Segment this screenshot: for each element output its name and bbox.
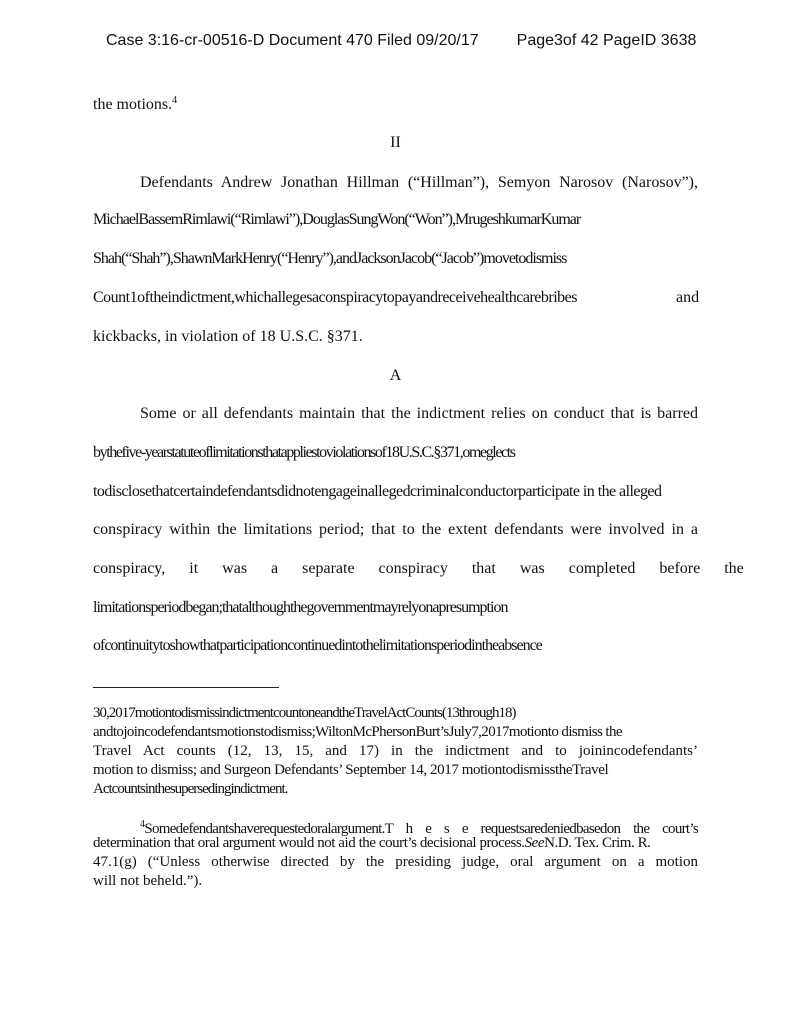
paragraph-1-line-4: Count1oftheindictment,whichallegesaconspiracytopayandreceivehealthcarebribes	[93, 289, 578, 306]
section-heading-II: II	[390, 134, 401, 151]
footnote-4-line-4: will not beheld.”).	[93, 873, 203, 889]
section-heading-A: A	[389, 367, 402, 384]
footnote-4-line-2: determination that oral argument would not aid the court’s decisional process.SeeN.D. Tex. Crim. R.	[93, 835, 651, 851]
page-header	[106, 32, 696, 50]
footnote-4-line-3: 47.1(g) (“Unless otherwise directed by the presiding judge, oral argument on a motion	[93, 854, 698, 870]
paragraph-1-line-4-end: and	[676, 289, 700, 306]
paragraph-2-line-3: todisclosethatcertaindefendantsdidnotengageinallegedcriminalconductorparticipate in the alleged	[93, 483, 662, 500]
footnote-3-line-3: Travel Act counts (12, 13, 15, and 17) in the indictment and to joinincodefendants’	[93, 743, 698, 759]
case-caption: Case 3:16-cr-00516-D Document 470 Filed 09/20/17	[106, 32, 479, 49]
paragraph-2-line-6: limitationsperiodbegan;thatalthoughthegovernmentmayrelyonapresumption	[93, 599, 508, 616]
page-id: Page3of 42 PageID 3638	[516, 32, 697, 49]
footnote-ref-4: 4	[172, 95, 178, 106]
footnote-3-line-2: andtojoincodefendantsmotionstodismiss;WiltonMcPhersonBurt’sJuly7,2017motionto dismiss the	[93, 724, 622, 740]
paragraph-1-line-5: kickbacks, in violation of 18 U.S.C. §371.	[93, 328, 363, 345]
footnote-3-line-4: motion to dismiss; and Surgeon Defendants’ September 14, 2017 motiontodismisstheTravel	[93, 762, 609, 778]
paragraph-2-line-4: conspiracy within the limitations period; that to the extent defendants were involved in a	[93, 521, 698, 538]
footnote-4-line-1: $^4$Somedefendantshaverequestedoralargument.T h e s e requestsaredeniedbasedon the court’s	[140, 819, 698, 837]
intro-line: the motions.$^4$	[93, 95, 178, 113]
paragraph-2-line-1: Some or all defendants maintain that the indictment relies on conduct that is barred	[140, 405, 698, 422]
paragraph-1-line-1: Defendants Andrew Jonathan Hillman (“Hillman”), Semyon Narosov (Narosov”),	[140, 174, 698, 191]
footnote-3-line-1: 30,2017motiontodismissindictmentcountoneandtheTravelActCounts(13through18)	[93, 705, 516, 721]
footnote-separator	[93, 687, 279, 688]
paragraph-2-line-5: conspiracy, it was a separate conspiracy that was completed before the	[93, 560, 744, 577]
footnote-3-line-5: Actcountsinthesupersedingindictment.	[93, 781, 288, 797]
see-signal: See	[524, 835, 545, 851]
footnote-4-marker: 4	[140, 819, 145, 830]
paragraph-1-line-3: Shah(“Shah”),ShawnMarkHenry(“Henry”),andJacksonJacob(“Jacob”)movetodismiss	[93, 250, 567, 267]
paragraph-2-line-7: ofcontinuitytoshowthatparticipationcontinuedintothelimitationsperiodintheabsence	[93, 637, 542, 654]
paragraph-1-line-2: MichaelBassemRimlawi(“Rimlawi”),DouglasSungWon(“Won”),MrugeshkumarKumar	[93, 211, 581, 228]
paragraph-2-line-2: bythefive-yearstatuteoflimitationsthatappliestoviolationsof18U.S.C.§371,omeglects	[93, 444, 515, 461]
